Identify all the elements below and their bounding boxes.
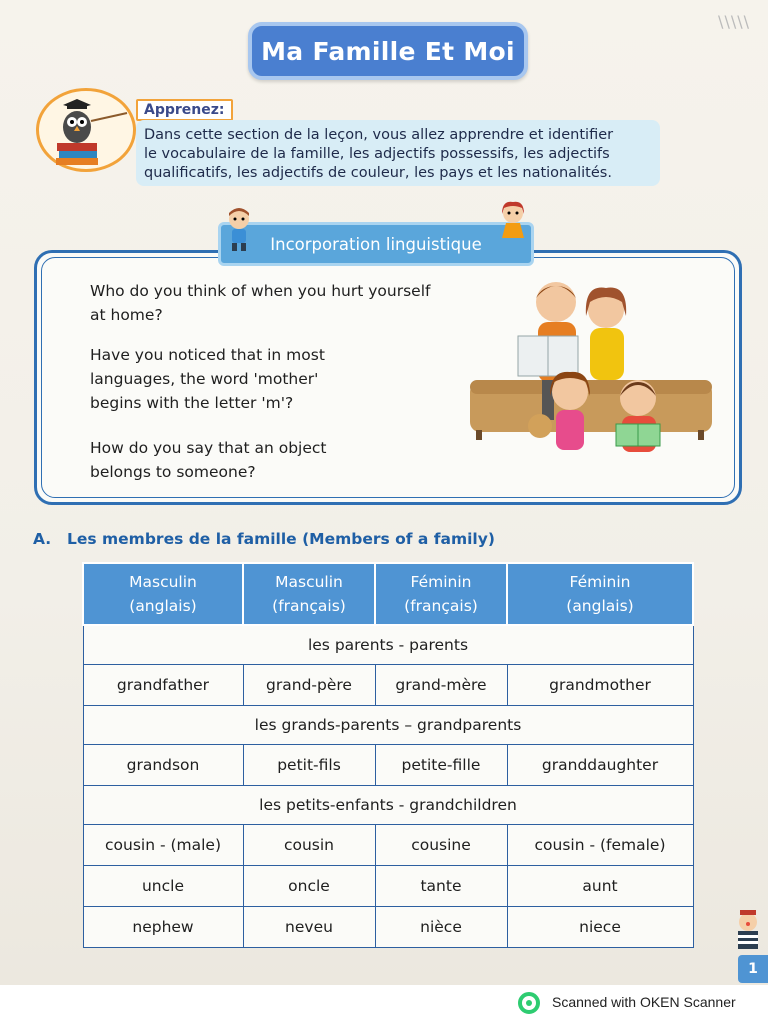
table-group-row: [83, 786, 693, 825]
question-line: Have you noticed that in most: [90, 346, 325, 364]
header-feminin-francais: Féminin (français): [375, 563, 507, 625]
apprenez-line: le vocabulaire de la famille, les adjectifs possessifs, les adjectifs: [144, 146, 610, 162]
question-line: How do you say that an object: [90, 439, 327, 457]
question-line: Who do you think of when you hurt yourself: [90, 282, 431, 300]
clown-mascot-icon: [728, 908, 768, 956]
table-header-row: [83, 563, 693, 625]
question-3: [90, 436, 460, 484]
apprenez-text-box: [136, 120, 660, 186]
table-cell: grand-père: [243, 665, 375, 706]
question-line: begins with the letter 'm'?: [90, 394, 294, 412]
table-row: [83, 907, 693, 948]
question-line: belongs to someone?: [90, 463, 256, 481]
corner-scan-mark: \\\\\: [718, 12, 750, 31]
family-illustration: [466, 276, 716, 481]
table-cell: cousin - (female): [507, 825, 693, 866]
group-label: les parents - parents: [83, 625, 693, 665]
question-line: at home?: [90, 306, 163, 324]
section-letter: A.: [33, 530, 52, 548]
vocabulary-table: [82, 562, 694, 948]
table-row: [83, 825, 693, 866]
incorporation-label: Incorporation linguistique: [270, 234, 482, 254]
title-banner: [248, 22, 528, 80]
table-cell: nièce: [375, 907, 507, 948]
question-2: [90, 343, 460, 415]
section-heading: [33, 530, 495, 548]
table-cell: niece: [507, 907, 693, 948]
table-row: [83, 745, 693, 786]
page-title: Ma Famille Et Moi: [261, 36, 515, 66]
question-1: [90, 279, 460, 327]
header-masculin-francais: Masculin (français): [243, 563, 375, 625]
apprenez-line: qualificatifs, les adjectifs de couleur, les pays et les nationalités.: [144, 165, 612, 181]
apprenez-label: Apprenez:: [136, 99, 233, 121]
table-group-row: [83, 706, 693, 745]
table-cell: granddaughter: [507, 745, 693, 786]
header-feminin-anglais: Féminin (anglais): [507, 563, 693, 625]
owl-mascot-icon: [36, 88, 136, 172]
table-row: [83, 866, 693, 907]
boy-cartoon-icon: [222, 206, 256, 252]
table-row: [83, 665, 693, 706]
scanner-watermark: Scanned with OKEN Scanner: [552, 994, 736, 1010]
table-cell: grandmother: [507, 665, 693, 706]
table-cell: nephew: [83, 907, 243, 948]
group-label: les petits-enfants - grandchildren: [83, 786, 693, 825]
table-cell: grandson: [83, 745, 243, 786]
table-cell: cousin: [243, 825, 375, 866]
table-cell: uncle: [83, 866, 243, 907]
incorporation-tab: [218, 222, 534, 266]
section-title: Les membres de la famille (Members of a family): [67, 530, 495, 548]
table-cell: aunt: [507, 866, 693, 907]
apprenez-line: Dans cette section de la leçon, vous allez apprendre et identifier: [144, 127, 614, 143]
table-cell: cousin - (male): [83, 825, 243, 866]
question-line: languages, the word 'mother': [90, 370, 319, 388]
group-label: les grands-parents – grandparents: [83, 706, 693, 745]
girl-cartoon-icon: [496, 200, 530, 244]
header-masculin-anglais: Masculin (anglais): [83, 563, 243, 625]
page-number: 1: [738, 955, 768, 983]
table-cell: cousine: [375, 825, 507, 866]
table-cell: oncle: [243, 866, 375, 907]
table-cell: grandfather: [83, 665, 243, 706]
table-cell: tante: [375, 866, 507, 907]
table-cell: neveu: [243, 907, 375, 948]
table-cell: grand-mère: [375, 665, 507, 706]
scanner-logo-icon: [518, 992, 542, 1014]
table-cell: petit-fils: [243, 745, 375, 786]
table-cell: petite-fille: [375, 745, 507, 786]
table-group-row: [83, 625, 693, 665]
